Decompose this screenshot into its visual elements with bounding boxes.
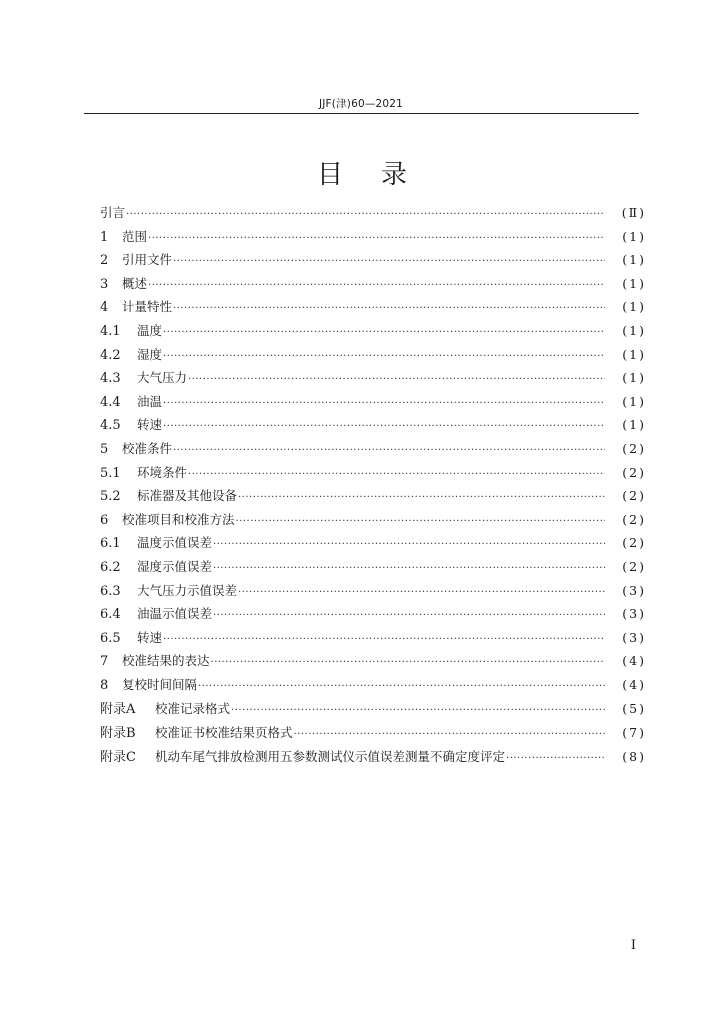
toc-entry-label: 环境条件 [137,464,188,480]
toc-entry-label: 转速 [137,629,163,645]
toc-entry-label: 温度示值误差 [137,535,213,551]
toc-entry-number: 6.3 [100,583,121,599]
toc-entry-page: (1) [622,417,646,433]
toc-entry-5-1[interactable] [100,463,646,487]
page-title: 目录 [316,160,445,190]
toc-entry-number: 1 [100,229,109,245]
toc-entry-page: (3) [622,606,646,622]
toc-entry-label: 计量特性 [122,299,173,315]
toc-entry-page: (4) [622,653,646,669]
toc-entry-4-2[interactable] [100,345,646,369]
toc-entry-label: 概述 [122,275,148,291]
dot-leader [238,587,605,598]
toc-entry-label: 湿度 [137,346,163,362]
toc-entry-1[interactable] [100,227,646,251]
toc-entry-page: (8) [622,748,646,764]
toc-entry-label: 机动车尾气排放检测用五参数测试仪示值误差测量不确定度评定 [155,748,506,764]
toc-entry-label: 引用文件 [122,252,173,268]
toc-entry-label: 校准项目和校准方法 [122,511,235,527]
toc-entry-number: 3 [100,276,109,292]
toc-entry-page: (5) [622,701,646,717]
toc-entry-label: 范围 [122,228,148,244]
toc-entry-label: 大气压力 [137,370,188,386]
toc-entry-8[interactable] [100,675,646,699]
toc-entry-7[interactable] [100,651,646,675]
dot-leader [163,351,605,362]
toc-entry-6-1[interactable] [100,533,646,557]
toc-entry-page: (4) [622,676,646,692]
toc-entry-number: 附录C [100,749,136,765]
dot-leader [173,303,605,314]
toc-entry-number: 4.5 [100,418,121,434]
toc-entry-page: (2) [622,440,646,456]
toc-entry-label: 复校时间间隔 [122,676,198,692]
toc-entry-number: 5 [100,441,109,457]
toc-entry-page: (3) [622,582,646,598]
toc-entry-number: 附录B [100,726,136,742]
toc-entry-label: 引言 [100,205,126,220]
toc-entry-label: 校准结果的表达 [122,653,210,669]
dot-leader [148,233,605,244]
table-of-contents [100,203,646,769]
toc-entry-label: 校准证书校准结果页格式 [155,725,293,741]
toc-entry-page: (3) [622,629,646,645]
toc-entry-4[interactable] [100,297,646,321]
dot-leader [163,634,605,645]
dot-leader [211,657,605,668]
dot-leader [163,421,605,432]
header-rule [84,113,639,114]
toc-entry-page: (7) [622,725,646,741]
toc-entry-number: 6 [100,512,109,528]
toc-entry-number: 6.2 [100,559,121,575]
document-code-header: JJF(津)60—2021 [318,98,404,110]
toc-entry-3[interactable] [100,274,646,298]
toc-entry-page: (Ⅱ) [621,205,646,220]
dot-leader [213,539,605,550]
toc-entry-6-3[interactable] [100,581,646,605]
toc-entry-number: 4.3 [100,371,121,387]
toc-entry-page: (2) [622,558,646,574]
dot-leader [188,469,605,480]
toc-entry-page: (1) [622,393,646,409]
toc-entry-number: 2 [100,253,109,269]
toc-entry-2[interactable] [100,250,646,274]
toc-entry-4-4[interactable] [100,392,646,416]
toc-entry-4-1[interactable] [100,321,646,345]
toc-entry-number: 6.5 [100,630,121,646]
toc-entry-label: 大气压力示值误差 [137,582,238,598]
toc-entry-number: 5.1 [100,465,121,481]
toc-entry-label: 转速 [137,417,163,433]
toc-entry-5-2[interactable] [100,486,646,510]
dot-leader [126,209,605,220]
toc-entry-page: (1) [622,275,646,291]
toc-entry-page: (2) [622,535,646,551]
toc-entry-label: 校准条件 [122,440,173,456]
dot-leader [173,445,605,456]
toc-entry-appendix-b[interactable] [100,722,646,746]
toc-entry-page: (2) [622,488,646,504]
toc-entry-page: (1) [622,322,646,338]
toc-entry-number: 7 [100,654,109,670]
dot-leader [236,516,605,527]
toc-entry-page: (1) [622,370,646,386]
toc-entry-number: 5.2 [100,489,121,505]
dot-leader [238,492,605,503]
toc-entry-page: (2) [622,511,646,527]
toc-entry-6-5[interactable] [100,628,646,652]
toc-entry-6-4[interactable] [100,604,646,628]
toc-entry-number: 4.4 [100,394,121,410]
toc-entry-number: 4.2 [100,347,121,363]
toc-entry-page: (1) [622,299,646,315]
toc-entry-page: (1) [622,346,646,362]
page-number: I [630,938,636,953]
dot-leader [148,280,605,291]
toc-entry-4-3[interactable] [100,368,646,392]
dot-leader [294,729,605,740]
toc-entry-number: 6.1 [100,536,121,552]
dot-leader [173,256,605,267]
toc-entry-number: 附录A [100,702,136,718]
dot-leader [163,398,605,409]
dot-leader [506,753,605,764]
toc-entry-label: 油温示值误差 [137,606,213,622]
toc-entry-label: 油温 [137,393,163,409]
toc-entry-number: 4 [100,300,109,316]
toc-entry-foreword[interactable] [100,203,646,227]
toc-entry-page: (1) [622,252,646,268]
toc-entry-number: 4.1 [100,323,121,339]
toc-entry-label: 湿度示值误差 [137,558,213,574]
toc-entry-label: 温度 [137,322,163,338]
dot-leader [198,681,605,692]
toc-entry-number: 6.4 [100,607,121,623]
dot-leader [188,374,605,385]
toc-entry-label: 校准记录格式 [155,701,231,717]
toc-entry-label: 标准器及其他设备 [137,488,238,504]
toc-entry-6-2[interactable] [100,557,646,581]
toc-entry-6[interactable] [100,510,646,534]
dot-leader [231,705,605,716]
dot-leader [213,563,605,574]
toc-entry-4-5[interactable] [100,415,646,439]
dot-leader [213,610,605,621]
toc-entry-appendix-a[interactable] [100,698,646,722]
dot-leader [163,327,605,338]
toc-entry-page: (1) [622,228,646,244]
toc-entry-number: 8 [100,677,109,693]
toc-entry-5[interactable] [100,439,646,463]
toc-entry-page: (2) [622,464,646,480]
toc-entry-appendix-c[interactable] [100,746,646,770]
